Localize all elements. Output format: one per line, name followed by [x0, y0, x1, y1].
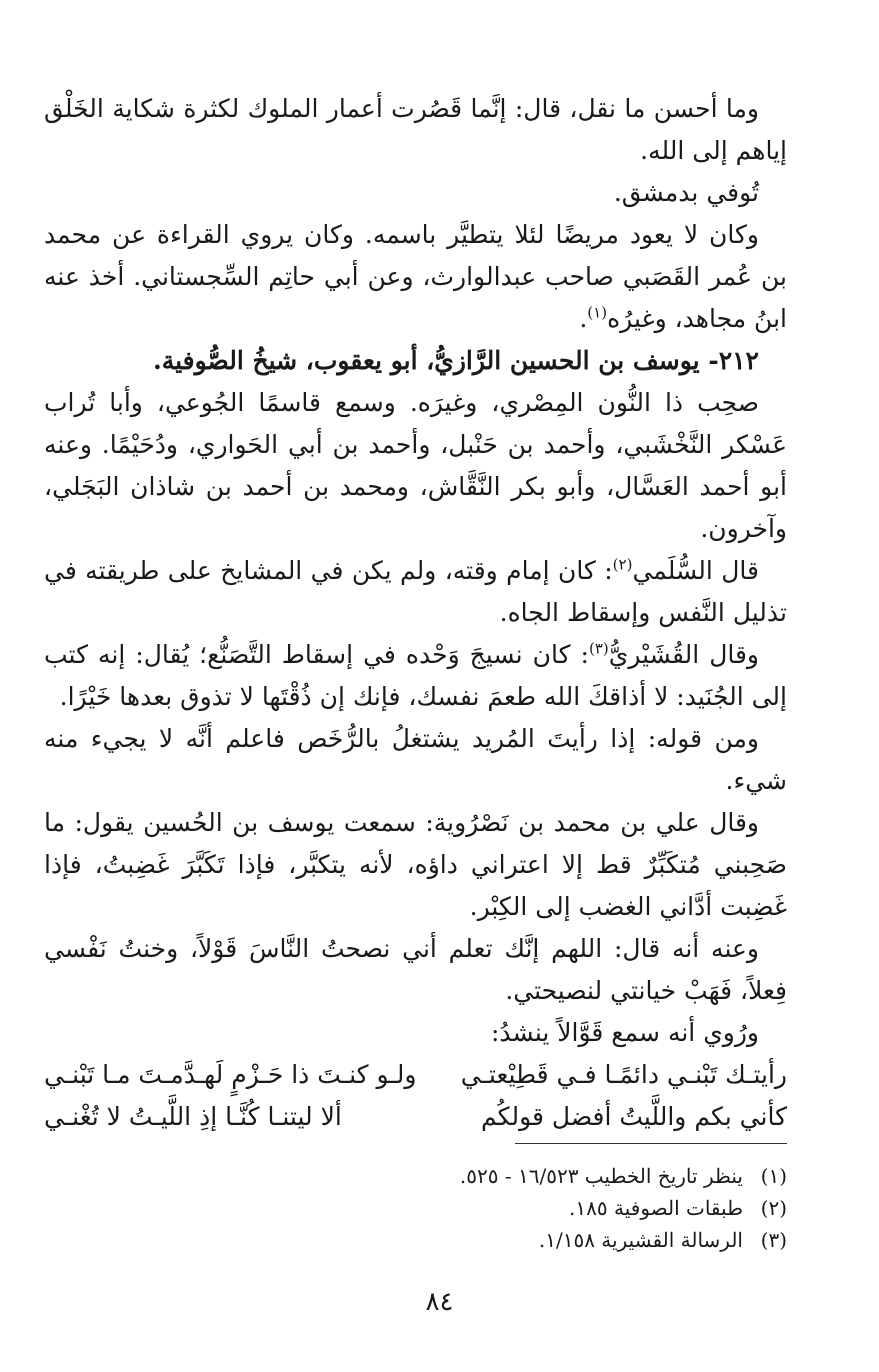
- paragraph-7: [44, 634, 787, 718]
- paragraph-5: صحِب ذا النُّون المِصْري، وغيرَه. وسمع قاسمًا الجُوعي، وأبا تُراب عَسْكر النَّخْشَبي، وأحمد بن حَنْبل، وأحمد بن أبي الحَواري، ودُحَيْمًا. وعنه أبو أحمد العَسَّال، وأبو بكر النَّقَّاش، ومحمد بن أحمد بن شاذان البَجَلي، وآخرون.: [44, 388, 787, 543]
- paragraph-6: [44, 550, 787, 634]
- poem-verse-2: [44, 1096, 787, 1138]
- paragraph-7-tail: : كان نسيجَ وَحْده في إسقاط التَّصَنُّع؛ يُقال: إنه كتب إلى الجُنَيد: لا أذاقكَ الله طعمَ نفسك، فإنك إن ذُقْتَها لا تذوق بعدها خَيْرًا.: [44, 640, 787, 711]
- footnote-3-number: (٣): [760, 1228, 787, 1252]
- footnote-2-text: طبقات الصوفية ١٨٥.: [569, 1196, 743, 1220]
- main-text: [44, 88, 787, 1138]
- footnote-1-number: (١): [760, 1164, 787, 1188]
- entry-heading: ٢١٢- يوسف بن الحسين الرَّازيُّ، أبو يعقوب، شيخُ الصُّوفية.: [153, 346, 759, 375]
- page-number: ٨٤: [425, 1287, 454, 1317]
- paragraph-7-text: وقال القُشَيْريُّ: [608, 640, 759, 669]
- paragraph-1: وما أحسن ما نقل، قال: إنَّما قَصُرت أعمار الملوك لكثرة شكاية الخَلْق إياهم إلى الله.: [44, 94, 787, 165]
- paragraph-3: [44, 214, 787, 340]
- paragraph-6-text: قال السُّلَمي: [632, 556, 759, 585]
- paragraph-11: ورُوي أنه سمع قَوَّالاً ينشدُ:: [490, 1018, 759, 1047]
- poem: [44, 1054, 787, 1138]
- paragraph-3-text: وكان لا يعود مريضًا لئلا يتطيَّر باسمه. وكان يروي القراءة عن محمد بن عُمر القَصَبي صاحب عبدالوارث، وعن أبي حاتِم السِّجستاني. أخذ عنه ابنُ مجاهد، وغيرُه: [44, 220, 787, 333]
- paragraph-2: تُوفي بدمشق.: [613, 178, 759, 207]
- footnote-ref-1: (١): [587, 303, 608, 322]
- paragraph-8: ومن قوله: إذا رأيتَ المُريد يشتغلُ بالرُّخَص فاعلم أنَّه لا يجيء منه شيء.: [44, 724, 787, 795]
- paragraph-3-tail: .: [579, 304, 588, 333]
- verse-2-second-hemistich: ألا ليتنـا كُنَّـا إذِ اللَّيـتُ لا تُغْنـي: [44, 1102, 342, 1131]
- paragraph-10: وعنه أنه قال: اللهم إنَّك تعلم أني نصحتُ النَّاسَ قَوْلاً، وخنتُ نَفْسي فِعلاً، فَهَبْ خيانتي لنصيحتي.: [44, 934, 787, 1005]
- verse-1-first-hemistich: رأيتـك تَبْنـي دائمًـا فـي قَطِيْعتـي: [460, 1060, 787, 1089]
- footnote-1: [44, 1160, 787, 1192]
- footnote-ref-2: (٢): [612, 555, 633, 574]
- poem-verse-1: [44, 1054, 787, 1096]
- footnote-3: [44, 1224, 787, 1256]
- footnote-divider: [515, 1143, 787, 1144]
- footnote-1-text: ينظر تاريخ الخطيب ١٦/٥٢٣ - ٥٢٥.: [459, 1164, 743, 1188]
- footnote-ref-3: (٣): [588, 639, 609, 658]
- footnote-2-number: (٢): [760, 1196, 787, 1220]
- paragraph-9: وقال علي بن محمد بن نَصْرُوية: سمعت يوسف بن الحُسين يقول: ما صَحِبني مُتكَبِّرٌ قط إلا اعتراني داؤه، لأنه يتكبَّر، فإذا تَكَبَّرَ غَضِبتُ، فإذا غَضِبت أدَّاني الغضب إلى الكِبْر.: [44, 808, 787, 921]
- footnote-3-text: الرسالة القشيرية ١/١٥٨.: [538, 1228, 743, 1252]
- paragraph-6-tail: : كان إمام وقته، ولم يكن في المشايخ على طريقته في تذليل النَّفس وإسقاط الجاه.: [44, 556, 787, 627]
- verse-1-second-hemistich: ولـو كنـتَ ذا حَـزْمٍ لَهـدَّمـتَ مـا تَبْنـي: [44, 1060, 417, 1089]
- footnote-2: [44, 1192, 787, 1224]
- verse-2-first-hemistich: كأني بكم واللَّيتُ أفضل قولكُم: [481, 1102, 787, 1131]
- footnotes: [44, 1160, 787, 1256]
